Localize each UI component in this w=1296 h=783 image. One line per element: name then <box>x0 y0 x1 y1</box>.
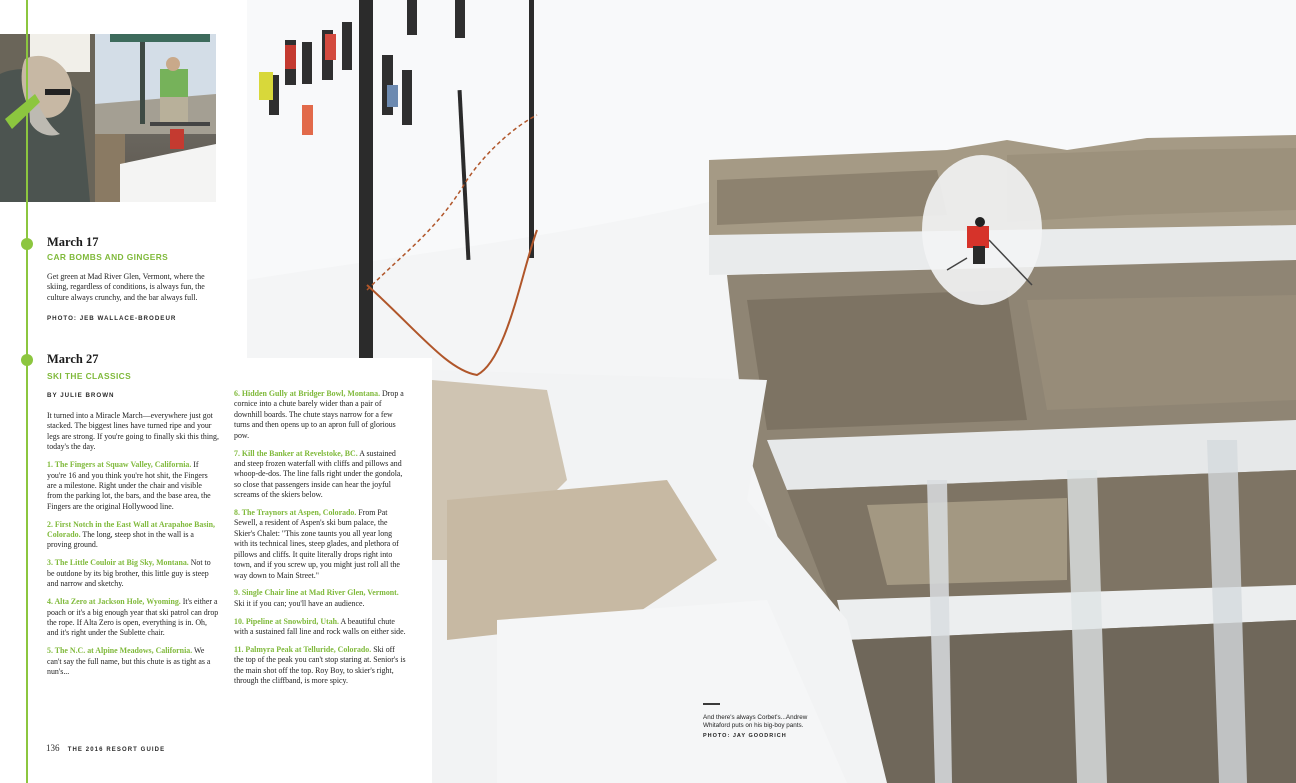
photo-caption-credit <box>703 733 787 739</box>
section1-date: March 17 <box>47 235 99 249</box>
article-column-2 <box>234 389 406 694</box>
item-title: 7. Kill the Banker at Revelstoke, BC. <box>234 448 358 458</box>
list-item <box>234 617 406 638</box>
item-text: A beautiful chute with a sustained fall line and rock walls on either side. <box>234 616 406 637</box>
section1-photo-credit <box>47 315 176 322</box>
credit-label: PHOTO: <box>47 315 77 322</box>
timeline-dot <box>21 354 33 366</box>
item-title: 8. The Traynors at Aspen, Colorado. <box>234 508 357 518</box>
section2-date: March 27 <box>47 352 99 366</box>
item-text: The long, steep shot in the wall is a proving ground. <box>47 530 194 550</box>
list-item <box>234 449 406 501</box>
item-text: A sustained and steep frozen waterfall with cliffs and pillows and whoop-de-dos. The line falls right under the gondola, so close that passengers inside can hear the joyful screams of the skiers below. <box>234 448 403 500</box>
timeline-dot <box>21 238 33 250</box>
list-item <box>47 520 219 551</box>
item-text: Drop a cornice into a chute barely wider than a pair of downhill boards. The chute stays narrow for a few turns and then opens up to an apron full of glorious pow. <box>234 389 404 440</box>
list-item <box>234 508 406 581</box>
item-title: 5. The N.C. at Alpine Meadows, California. <box>47 646 193 656</box>
chairlift-photo-illustration <box>0 34 216 202</box>
item-text: Not to be outdone by its big brother, this little guy is steep and narrow and sketchy. <box>47 558 211 589</box>
section2-kicker: SKI THE CLASSICS <box>47 371 132 381</box>
section2-byline: BY JULIE BROWN <box>47 392 115 399</box>
item-text: If you're 16 and you think you're hot shit, the Fingers are a milestone. Right under the chair and visible from the parking lot, the bars, and the base area, the Fingers are the original Hollywood line. <box>47 460 211 511</box>
item-title: 10. Pipeline at Snowbird, Utah. <box>234 616 340 626</box>
credit-name: JEB WALLACE-BRODEUR <box>79 315 177 322</box>
credit-name: JAY GOODRICH <box>732 733 787 739</box>
item-title: 9. Single Chair line at Mad River Glen, Vermont. <box>234 588 399 598</box>
item-text: Ski off the top of the peak you can't stop staring at. Senior's is the main shot off the top. Roy Boy, to skier's right, through the cliffband, is more spicy. <box>234 645 406 686</box>
list-item <box>234 645 406 687</box>
publication-name: THE 2016 RESORT GUIDE <box>67 747 166 753</box>
caption-rule <box>703 703 720 705</box>
list-item <box>234 389 406 441</box>
item-title: 3. The Little Couloir at Big Sky, Montana. <box>47 558 189 568</box>
list-item <box>234 588 406 609</box>
item-text: We can't say the full name, but this chute is as tight as a nun's... <box>47 646 211 677</box>
item-text: It's either a poach or it's a big enough year that ski patrol can drop the rope. If Alta Zero is open, everything is in. Oh, and it's right under the Sublette chair. <box>47 597 219 638</box>
inset-photo <box>0 34 216 202</box>
article-column-1 <box>47 411 219 685</box>
item-title: 1. The Fingers at Squaw Valley, California. <box>47 460 192 470</box>
page-folio <box>46 743 165 753</box>
section1-kicker: CAR BOMBS AND GINGERS <box>47 252 169 262</box>
photo-caption: And there's always Corbet's...Andrew Whitaford puts on his big-boy pants. <box>703 714 808 730</box>
credit-label: PHOTO: <box>703 733 731 739</box>
list-item <box>47 558 219 589</box>
section1-body: Get green at Mad River Glen, Vermont, where the skiing, regardless of conditions, is always fun, the culture always crunchy, and the bar always full. <box>47 272 205 302</box>
item-title: 11. Palmyra Peak at Telluride, Colorado. <box>234 645 372 655</box>
item-title: 4. Alta Zero at Jackson Hole, Wyoming. <box>47 597 181 607</box>
article-intro: It turned into a Miracle March—everywhere just got stacked. The biggest lines have turned ripe and your legs are strong. If you're going to finally ski this thing, today's the day. <box>47 411 219 452</box>
list-item <box>47 646 219 677</box>
page-number: 136 <box>46 743 60 753</box>
timeline-rule <box>26 0 28 783</box>
item-text: Ski it if you can; you'll have an audience. <box>234 598 365 608</box>
list-item <box>47 460 219 512</box>
item-title: 2. First Notch in the East Wall at Arapahoe Basin, Colorado. <box>47 519 215 540</box>
item-title: 6. Hidden Gully at Bridger Bowl, Montana. <box>234 389 381 398</box>
item-text: From Pat Sewell, a resident of Aspen's ski bum palace, the Skier's Chalet: "This zone taunts you all year long with its technical lines, steep glades, and plethora of pillows and cliffs. It quite literally drops right into town, and if you screw up, you might just roll all the way down to Main Street." <box>234 508 400 580</box>
list-item <box>47 597 219 639</box>
